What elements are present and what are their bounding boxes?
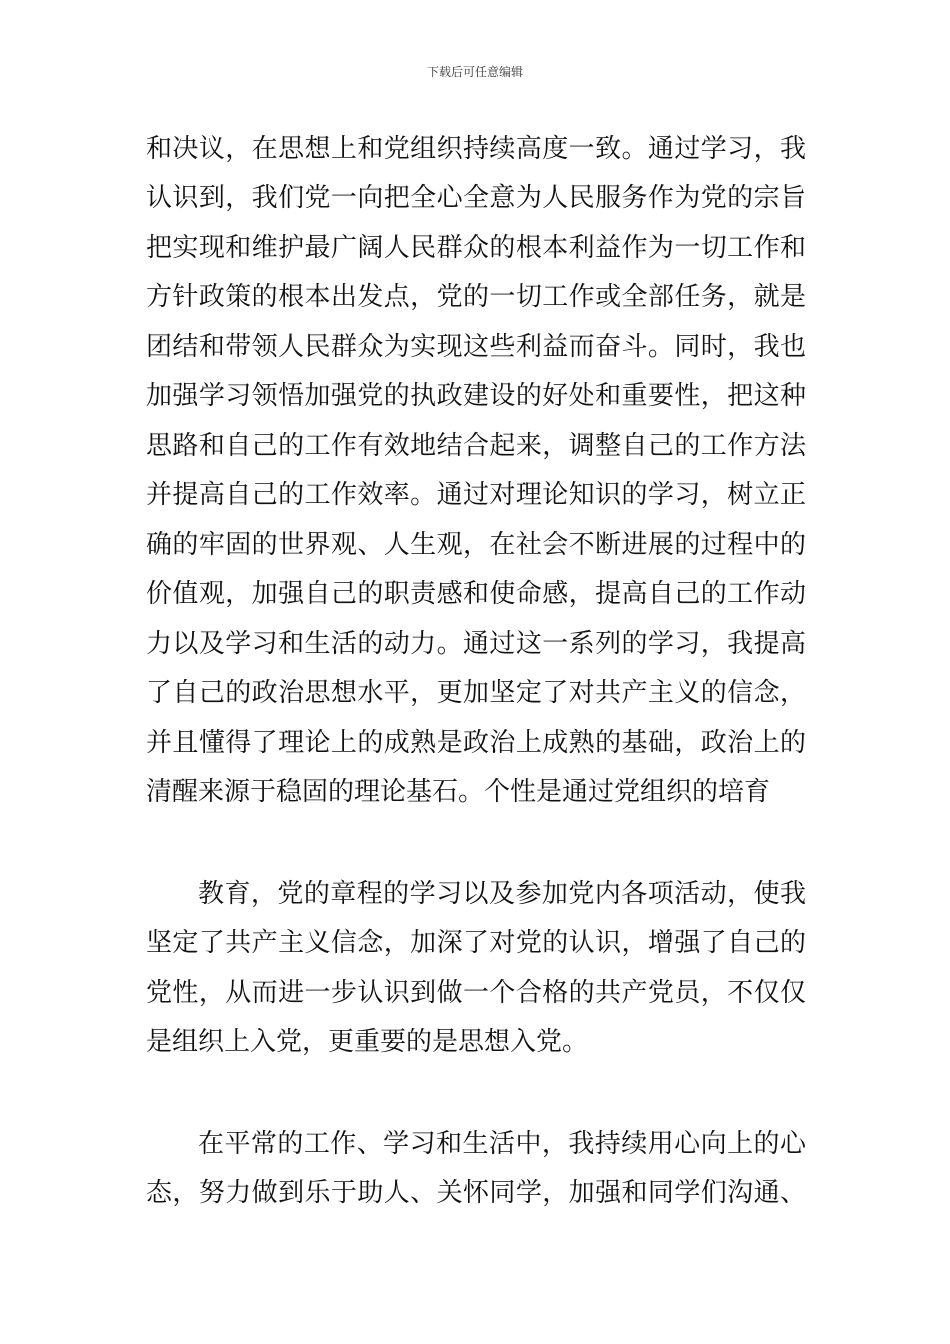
text-line: 价值观，加强自己的职责感和使命感，提高自己的工作动 [146,579,806,609]
text-line: 党性，从而进一步认识到做一个合格的共产党员，不仅仅 [146,978,806,1008]
text-line: 团结和带领人民群众为实现这些利益而奋斗。同时，我也 [146,332,806,362]
text-line: 态，努力做到乐于助人、关怀同学，加强和同学们沟通、 [146,1178,806,1208]
text-line: 力以及学习和生活的动力。通过这一系列的学习，我提高 [146,629,806,659]
text-line: 加强学习领悟加强党的执政建设的好处和重要性，把这种 [146,381,806,411]
text-line: 认识到，我们党一向把全心全意为人民服务作为党的宗旨 [146,183,806,213]
text-line: 坚定了共产主义信念，加深了对党的认识，增强了自己的 [146,928,806,958]
text-line: 教育，党的章程的学习以及参加党内各项活动，使我 [198,879,806,909]
text-line: 和决议，在思想上和党组织持续高度一致。通过学习，我 [146,134,806,164]
text-line: 并提高自己的工作效率。通过对理论知识的学习，树立正 [146,480,806,510]
text-line: 把实现和维护最广阔人民群众的根本利益作为一切工作和 [146,233,806,263]
text-line: 确的牢固的世界观、人生观，在社会不断进展的过程中的 [146,530,806,560]
text-line: 思路和自己的工作有效地结合起来，调整自己的工作方法 [146,431,806,461]
text-line: 并且懂得了理论上的成熟是政治上成熟的基础，政治上的 [146,728,806,758]
text-line: 是组织上入党，更重要的是思想入党。 [146,1027,589,1057]
page-header: 下载后可任意编辑 [426,65,523,79]
text-line: 清醒来源于稳固的理论基石。个性是通过党组织的培育 [146,777,771,807]
text-line: 方针政策的根本出发点，党的一切工作或全部任务，就是 [146,282,806,312]
text-line: 了自己的政治思想水平，更加坚定了对共产主义的信念， [146,678,806,708]
text-line: 在平常的工作、学习和生活中，我持续用心向上的心 [198,1129,806,1159]
